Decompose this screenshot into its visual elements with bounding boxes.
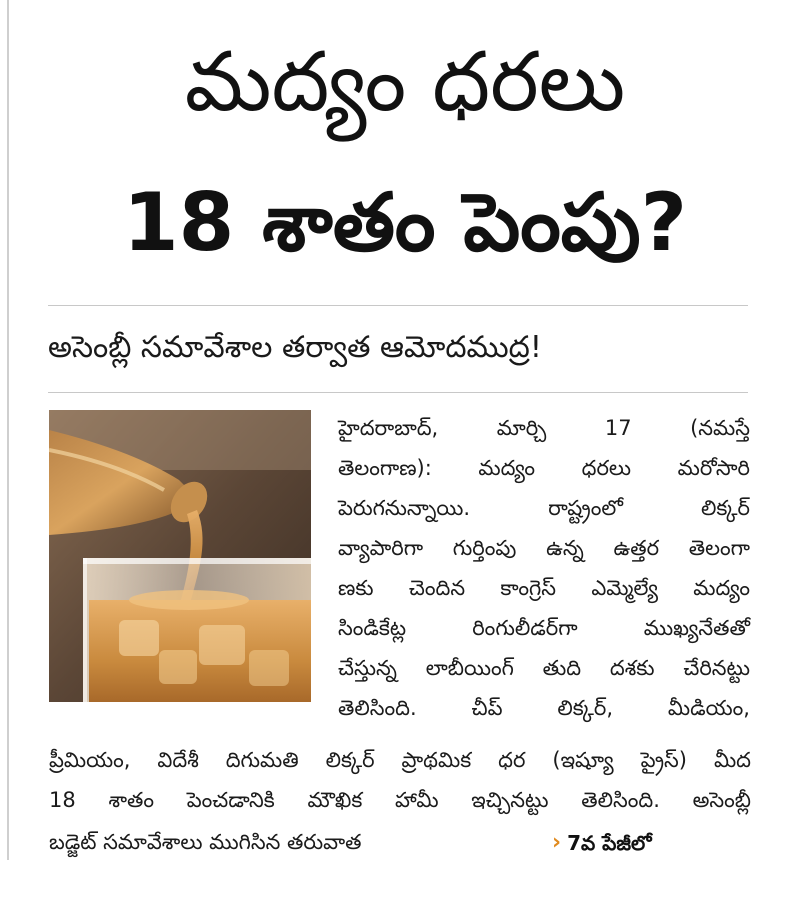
divider-bottom bbox=[48, 392, 748, 393]
body-line: పెరుగనున్నాయి. రాష్ట్రంలో లిక్కర్ bbox=[338, 496, 750, 520]
body-line: తెలంగాణ): మద్యం ధరలు మరోసారి bbox=[338, 456, 750, 480]
divider-top bbox=[48, 305, 748, 306]
subheadline: అసెంబ్లీ సమావేశాల తర్వాత ఆమోదముద్ర! bbox=[48, 330, 542, 365]
page-edge-rule bbox=[7, 0, 9, 860]
body-line: బడ్జెట్ సమావేశాలు ముగిసిన తరువాత bbox=[49, 830, 362, 854]
body-line: ప్రీమియం, విదేశీ దిగుమతి లిక్కర్ ప్రాథమిక ధర (ఇష్యూ ప్రైస్) మీద bbox=[49, 748, 751, 772]
body-line: ణకు చెందిన కాంగ్రెస్ ఎమ్మెల్యే మద్యం bbox=[338, 576, 750, 600]
headline-line-2: 18 శాతం పెంపు? bbox=[122, 176, 688, 269]
continued-on-page-link[interactable] bbox=[552, 828, 652, 858]
headline-line-1: మద్యం ధరలు bbox=[184, 35, 626, 130]
continued-on-page-label: 7వ పేజీలో bbox=[567, 831, 652, 855]
body-line: సిండికేట్ల రింగులీడర్‌గా ముఖ్యనేతతో bbox=[338, 616, 750, 640]
chevron-right-icon: › bbox=[552, 830, 562, 855]
liquor-pour-photo bbox=[49, 410, 311, 702]
body-line: తెలిసింది. చీప్ లిక్కర్, మీడియం, bbox=[338, 696, 750, 720]
body-line: చేస్తున్న లాబీయింగ్ తుది దశకు చేరినట్టు bbox=[338, 656, 750, 680]
body-line: వ్యాపారిగా గుర్తింపు ఉన్న ఉత్తర తెలంగా bbox=[338, 536, 750, 560]
body-line: హైదరాబాద్, మార్చి 17 (నమస్తే bbox=[338, 416, 750, 440]
body-line: 18 శాతం పెంచడానికి మౌఖిక హామీ ఇచ్చినట్టు తెలిసింది. అసెంబ్లీ bbox=[49, 788, 751, 812]
